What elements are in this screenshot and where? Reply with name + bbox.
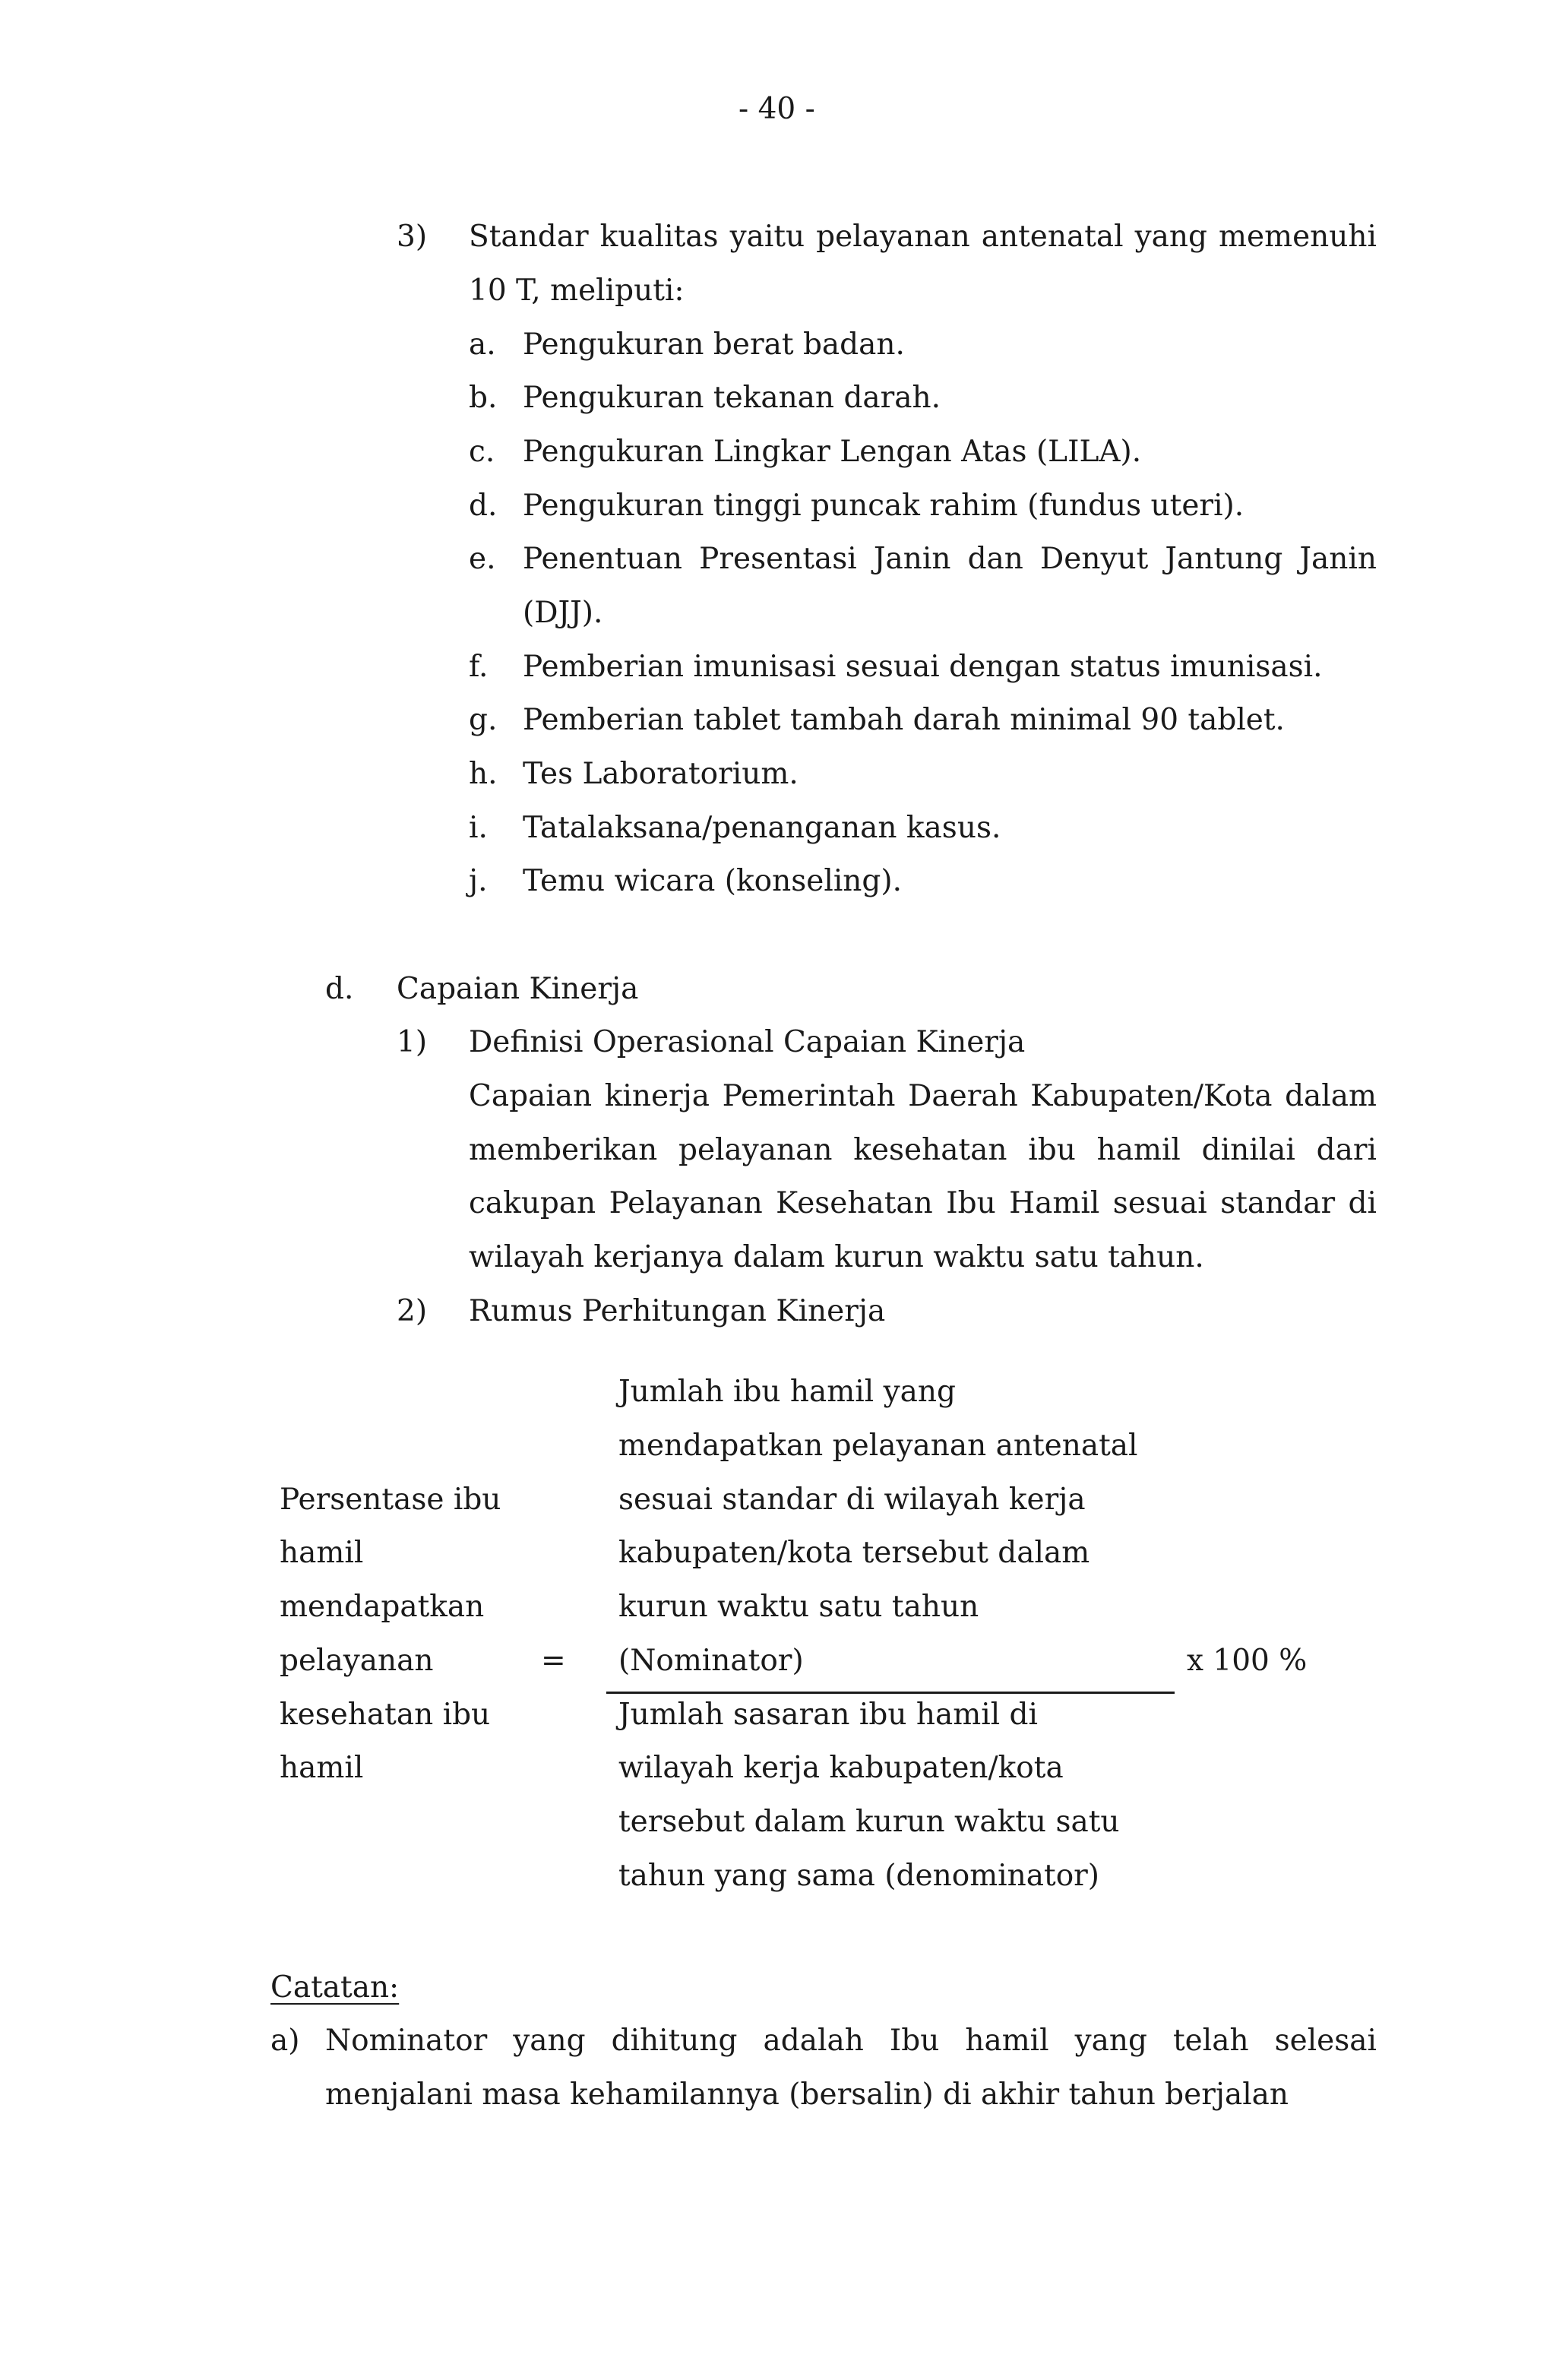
note-line: menjalani masa kehamilannya (bersalin) di akhir tahun berjalan bbox=[325, 2078, 1289, 2112]
list-item-text: Tes Laboratorium. bbox=[523, 757, 799, 791]
formula-left-line: hamil bbox=[280, 1536, 364, 1570]
denominator-line: Jumlah sasaran ibu hamil di bbox=[618, 1698, 1038, 1732]
numerator-line: mendapatkan pelayanan antenatal bbox=[618, 1429, 1138, 1463]
denominator-line: tahun yang sama (denominator) bbox=[618, 1859, 1100, 1893]
numerator-line: kurun waktu satu tahun bbox=[618, 1590, 979, 1624]
list-item-text: Pengukuran berat badan. bbox=[523, 328, 905, 362]
list-item-label: g. bbox=[469, 703, 498, 737]
list-item-text: Pemberian imunisasi sesuai dengan status imunisasi. bbox=[523, 650, 1323, 684]
formula-multiplier: x 100 % bbox=[1187, 1644, 1308, 1678]
paragraph-line: wilayah kerjanya dalam kurun waktu satu tahun. bbox=[469, 1240, 1204, 1274]
list-item-label: f. bbox=[469, 650, 489, 684]
note-label: a) bbox=[270, 2024, 300, 2058]
paragraph-line: Capaian kinerja Pemerintah Daerah Kabupaten/Kota dalam bbox=[469, 1079, 1377, 1113]
list-item-text: Tatalaksana/penanganan kasus. bbox=[523, 811, 1001, 845]
denominator-line: wilayah kerja kabupaten/kota bbox=[618, 1751, 1064, 1785]
list-item-continuation: (DJJ). bbox=[523, 596, 603, 630]
section-label: d. bbox=[325, 972, 354, 1006]
numerator-line: kabupaten/kota tersebut dalam bbox=[618, 1536, 1090, 1570]
list-item-label: e. bbox=[469, 542, 496, 576]
list-item-text: Pemberian tablet tambah darah minimal 90 tablet. bbox=[523, 703, 1285, 737]
formula-left-line: Persentase ibu bbox=[280, 1483, 501, 1517]
list-item-text: Penentuan Presentasi Janin dan Denyut Jantung Janin bbox=[523, 542, 1377, 576]
list-item-label: d. bbox=[469, 489, 498, 523]
list-item-text: Pengukuran Lingkar Lengan Atas (LILA). bbox=[523, 435, 1142, 469]
formula-left-line: pelayanan bbox=[280, 1644, 434, 1678]
list-item-text: Pengukuran tinggi puncak rahim (fundus uteri). bbox=[523, 489, 1244, 523]
item-number: 1) bbox=[397, 1025, 428, 1059]
equals-sign: = bbox=[541, 1644, 566, 1678]
subsection-title: Definisi Operasional Capaian Kinerja bbox=[469, 1025, 1026, 1059]
list-item-label: b. bbox=[469, 381, 498, 415]
list-item-text: Pengukuran tekanan darah. bbox=[523, 381, 941, 415]
formula-left-line: mendapatkan bbox=[280, 1590, 485, 1624]
list-item-text: Temu wicara (konseling). bbox=[523, 864, 902, 898]
note-line: Nominator yang dihitung adalah Ibu hamil yang telah selesai bbox=[325, 2024, 1377, 2058]
list-item-label: j. bbox=[469, 864, 488, 898]
numerator-line: sesuai standar di wilayah kerja bbox=[618, 1483, 1086, 1517]
numerator-line: Jumlah ibu hamil yang bbox=[618, 1375, 956, 1409]
formula-left-line: hamil bbox=[280, 1751, 364, 1785]
list-item-label: i. bbox=[469, 811, 488, 845]
subsection-title: Rumus Perhitungan Kinerja bbox=[469, 1294, 886, 1328]
paragraph-line: Standar kualitas yaitu pelayanan antenatal yang memenuhi bbox=[469, 220, 1377, 254]
list-item-label: c. bbox=[469, 435, 495, 469]
fraction-bar bbox=[606, 1692, 1175, 1694]
section-title: Capaian Kinerja bbox=[397, 972, 639, 1006]
list-item-label: a. bbox=[469, 328, 496, 362]
page-number: - 40 - bbox=[738, 92, 815, 126]
catatan-title: Catatan: bbox=[270, 1970, 400, 2005]
paragraph-line: 10 T, meliputi: bbox=[469, 274, 685, 308]
numerator-line: (Nominator) bbox=[618, 1644, 804, 1678]
formula-left-line: kesehatan ibu bbox=[280, 1698, 491, 1732]
paragraph-line: cakupan Pelayanan Kesehatan Ibu Hamil sesuai standar di bbox=[469, 1186, 1377, 1220]
item-number: 3) bbox=[397, 220, 428, 254]
item-number: 2) bbox=[397, 1294, 428, 1328]
denominator-line: tersebut dalam kurun waktu satu bbox=[618, 1805, 1120, 1839]
list-item-label: h. bbox=[469, 757, 498, 791]
paragraph-line: memberikan pelayanan kesehatan ibu hamil dinilai dari bbox=[469, 1133, 1377, 1167]
